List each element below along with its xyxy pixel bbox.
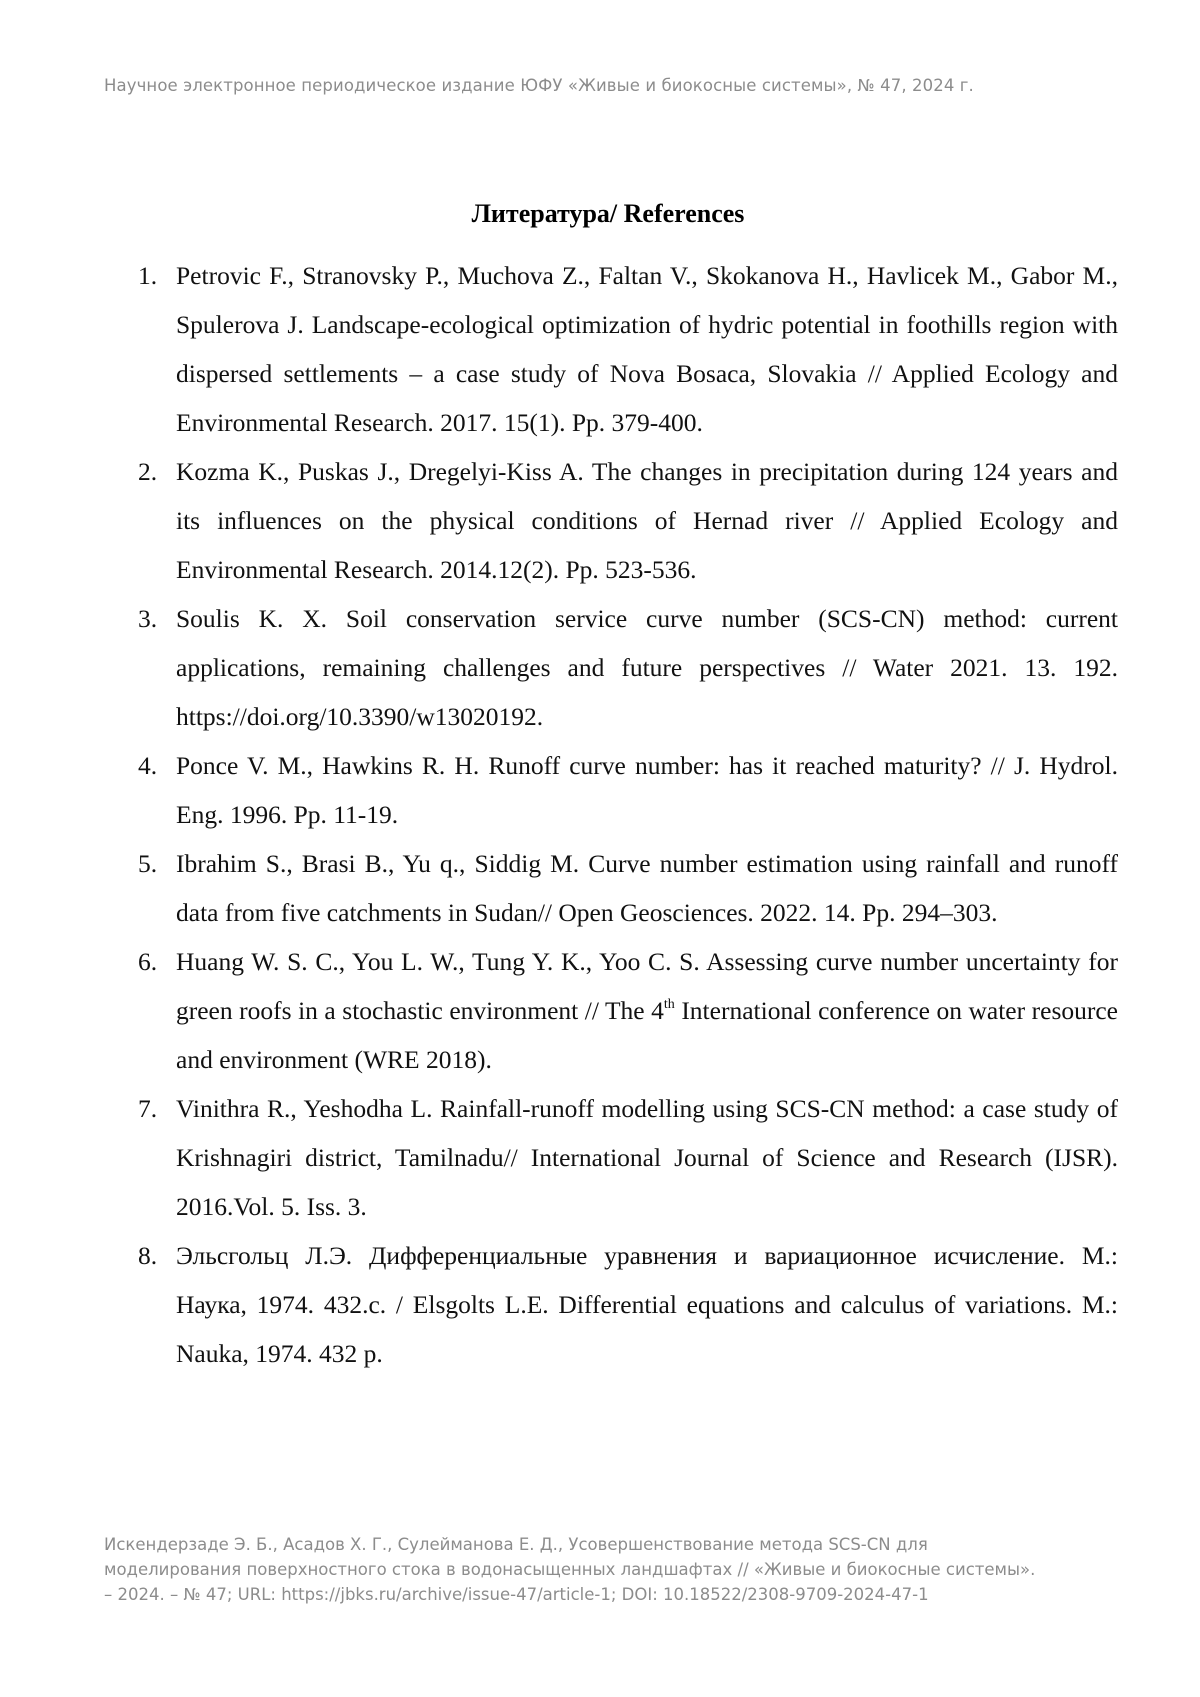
reference-number: 7. bbox=[138, 1094, 158, 1123]
reference-item-8 bbox=[138, 1231, 1118, 1378]
reference-item-7 bbox=[138, 1084, 1118, 1231]
reference-item-1 bbox=[138, 251, 1118, 447]
reference-number: 1. bbox=[138, 261, 158, 290]
ordinal-superscript: th bbox=[663, 997, 675, 1012]
reference-text: Kozma K., Puskas J., Dregelyi-Kiss A. The changes in precipitation during 124 years and its influences on the physical conditions of Hernad river // Applied Ecology and Environmental Research. 2014.12(2). Pp. 523-536. bbox=[176, 457, 1118, 584]
reference-text: Soulis K. X. Soil conservation service curve number (SCS-CN) method: current applications, remaining challenges and future perspectives // Water 2021. 13. 192. https://doi.org/10.3390/w13020192. bbox=[176, 604, 1118, 731]
reference-text: Эльсгольц Л.Э. Дифференциальные уравнения и вариационное исчисление. М.: Наука, 1974. 432.с. / Elsgolts L.E. Differential equations and calculus of variations. M.: Nauka, 1974. 432 p. bbox=[176, 1241, 1118, 1368]
running-header: Научное электронное периодическое издание ЮФУ «Живые и биокосные системы», № 47, 2024 г. bbox=[104, 76, 974, 95]
reference-item-2 bbox=[138, 447, 1118, 594]
references-title: Литература/ References bbox=[471, 199, 745, 228]
footer-line: моделирования поверхностного стока в водонасыщенных ландшафтах // «Живые и биокосные системы». bbox=[104, 1560, 1036, 1579]
reference-text: Petrovic F., Stranovsky P., Muchova Z., Faltan V., Skokanova H., Havlicek M., Gabor M., Spulerova J. Landscape-ecological optimization of hydric potential in foothills region with dispersed settlements – a case study of Nova Bosaca, Slovakia // Applied Ecology and Environmental Research. 2017. 15(1). Pp. 379-400. bbox=[176, 261, 1118, 437]
reference-item-6 bbox=[138, 937, 1118, 1084]
footer-line: Искендерзаде Э. Б., Асадов Х. Г., Сулейманова Е. Д., Усовершенствование метода SCS-CN для bbox=[104, 1535, 928, 1554]
reference-text: Ponce V. M., Hawkins R. H. Runoff curve number: has it reached maturity? // J. Hydrol. Eng. 1996. Pp. 11-19. bbox=[176, 751, 1118, 829]
footer-line: – 2024. – № 47; URL: https://jbks.ru/archive/issue-47/article-1; DOI: 10.18522/2308-9709-2024-47-1 bbox=[104, 1585, 929, 1604]
reference-number: 4. bbox=[138, 751, 158, 780]
reference-text-part: Huang W. S. C., You L. W., Tung Y. K., Yoo C. S. Assessing curve number uncertainty for green roofs in a stochastic environment // The 4 bbox=[176, 947, 1118, 1025]
reference-item-5 bbox=[138, 839, 1118, 937]
reference-text: Vinithra R., Yeshodha L. Rainfall-runoff modelling using SCS-CN method: a case study of Krishnagiri district, Tamilnadu// International Journal of Science and Research (IJSR). 2016.Vol. 5. Iss. 3. bbox=[176, 1094, 1118, 1221]
running-footer-citation bbox=[104, 1532, 1114, 1607]
reference-text-part: International conference on water resource and environment (WRE 2018). bbox=[176, 996, 1118, 1074]
references-list bbox=[138, 251, 1118, 1378]
reference-number: 2. bbox=[138, 457, 158, 486]
reference-number: 8. bbox=[138, 1241, 158, 1270]
reference-number: 5. bbox=[138, 849, 158, 878]
reference-text bbox=[176, 947, 1118, 1074]
reference-number: 3. bbox=[138, 604, 158, 633]
reference-number: 6. bbox=[138, 947, 158, 976]
reference-item-3 bbox=[138, 594, 1118, 741]
reference-text: Ibrahim S., Brasi B., Yu q., Siddig M. Curve number estimation using rainfall and runoff data from five catchments in Sudan// Open Geosciences. 2022. 14. Pp. 294–303. bbox=[176, 849, 1118, 927]
reference-item-4 bbox=[138, 741, 1118, 839]
